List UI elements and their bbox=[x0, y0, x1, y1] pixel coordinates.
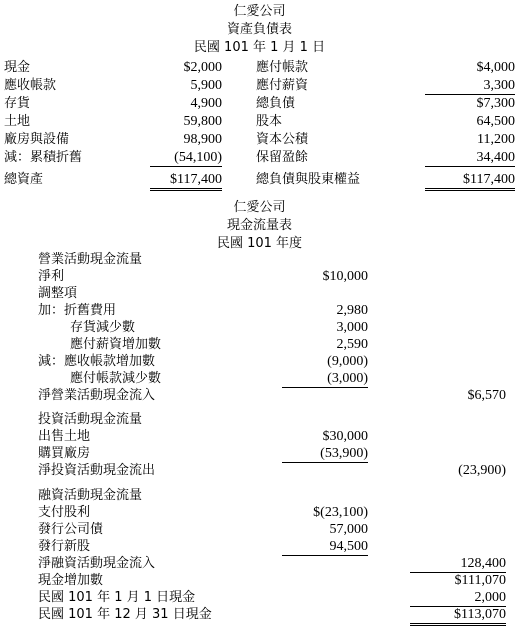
bs-asset-value: $2,000 bbox=[183, 60, 222, 75]
cf-section-heading: 投資活動現金流量 bbox=[38, 412, 143, 427]
cf-ending-cash-value: $113,070 bbox=[410, 607, 506, 626]
cf-outer-value: $111,070 bbox=[454, 573, 506, 588]
cf-row-label: 出售土地 bbox=[38, 429, 91, 444]
cf-inner-value: $10,000 bbox=[322, 269, 368, 284]
cf-inner-value: $(23,100) bbox=[313, 505, 368, 520]
cf-row-label: 民國 101 年 1 月 1 日現金 bbox=[38, 590, 196, 605]
bs-asset-label: 減：累積折舊 bbox=[4, 150, 83, 165]
bs-liab-label: 資本公積 bbox=[256, 132, 309, 147]
cf-row-label: 調整項 bbox=[38, 286, 78, 301]
bs-liab-label: 應付薪資 bbox=[256, 78, 309, 93]
bs-asset-label: 存貨 bbox=[4, 96, 31, 111]
bs-asset-label: 應收帳款 bbox=[4, 78, 57, 93]
cf-row-label: 應付帳款減少數 bbox=[70, 371, 162, 386]
cf-subtotal-label: 淨投資活動現金流出 bbox=[38, 463, 156, 478]
cf-subtotal-label: 淨融資活動現金流入 bbox=[38, 556, 156, 571]
bs-liab-label: 保留盈餘 bbox=[256, 150, 309, 165]
bs-total-liab-equity-value: $117,400 bbox=[425, 172, 515, 191]
bs-title: 資產負債表 bbox=[226, 22, 292, 37]
bs-asset-value: 4,900 bbox=[190, 96, 222, 111]
cf-outer-value: 128,400 bbox=[410, 556, 506, 573]
cf-inner-value: (53,900) bbox=[282, 446, 368, 463]
bs-asset-value: (54,100) bbox=[150, 150, 222, 167]
cf-row-label: 存貨減少數 bbox=[70, 320, 136, 335]
bs-liab-value: 64,500 bbox=[476, 114, 515, 129]
bs-liab-value: 34,400 bbox=[425, 150, 515, 167]
cf-inner-value: (9,000) bbox=[327, 354, 368, 369]
cf-row-label: 減：應收帳款增加數 bbox=[38, 354, 156, 369]
cf-inner-value: 57,000 bbox=[329, 522, 368, 537]
bs-date: 民國 101 年 1 月 1 日 bbox=[193, 40, 326, 55]
cf-outer-value: $6,570 bbox=[467, 388, 506, 403]
bs-liab-value: 11,200 bbox=[477, 132, 515, 147]
cf-total-label: 民國 101 年 12 月 31 日現金 bbox=[38, 607, 212, 622]
cf-outer-value: 2,000 bbox=[410, 590, 506, 607]
bs-asset-value: 98,900 bbox=[183, 132, 222, 147]
cf-row-label: 應付薪資增加數 bbox=[70, 337, 162, 352]
cf-inner-value: $30,000 bbox=[322, 429, 368, 444]
bs-liab-label: 總負債 bbox=[256, 96, 296, 111]
cf-inner-value: 3,000 bbox=[336, 320, 368, 335]
bs-liab-value: 3,300 bbox=[425, 78, 515, 95]
bs-total-liab-equity-label: 總負債與股東權益 bbox=[256, 172, 361, 187]
cf-inner-value: (3,000) bbox=[282, 371, 368, 388]
cf-section-heading: 營業活動現金流量 bbox=[38, 252, 143, 267]
cf-row-label: 淨利 bbox=[38, 269, 65, 284]
cf-row-label: 發行公司債 bbox=[38, 522, 104, 537]
bs-company: 仁愛公司 bbox=[233, 4, 286, 19]
cf-inner-value: 94,500 bbox=[282, 539, 368, 556]
bs-liab-value: $4,000 bbox=[476, 60, 515, 75]
bs-liab-label: 股本 bbox=[256, 114, 283, 129]
bs-total-assets-value: $117,400 bbox=[150, 172, 222, 191]
bs-asset-label: 現金 bbox=[4, 60, 31, 75]
cf-row-label: 發行新股 bbox=[38, 539, 91, 554]
cf-row-label: 支付股利 bbox=[38, 505, 91, 520]
cf-company: 仁愛公司 bbox=[233, 200, 286, 215]
cf-period: 民國 101 年度 bbox=[216, 236, 303, 251]
bs-liab-label: 應付帳款 bbox=[256, 60, 309, 75]
bs-total-assets-label: 總資產 bbox=[4, 172, 44, 187]
cf-subtotal-label: 淨營業活動現金流入 bbox=[38, 388, 156, 403]
bs-asset-label: 廠房與設備 bbox=[4, 132, 70, 147]
cf-outer-value: (23,900) bbox=[458, 463, 506, 478]
cf-row-label: 加：折舊費用 bbox=[38, 303, 117, 318]
cf-title: 現金流量表 bbox=[226, 218, 292, 233]
bs-asset-value: 59,800 bbox=[183, 114, 222, 129]
cf-row-label: 購買廠房 bbox=[38, 446, 91, 461]
bs-asset-value: 5,900 bbox=[190, 78, 222, 93]
cf-section-heading: 融資活動現金流量 bbox=[38, 488, 143, 503]
cf-inner-value: 2,590 bbox=[336, 337, 368, 352]
bs-liab-value: $7,300 bbox=[476, 96, 515, 111]
bs-asset-label: 土地 bbox=[4, 114, 31, 129]
cf-subtotal-label: 現金增加數 bbox=[38, 573, 104, 588]
cf-inner-value: 2,980 bbox=[336, 303, 368, 318]
